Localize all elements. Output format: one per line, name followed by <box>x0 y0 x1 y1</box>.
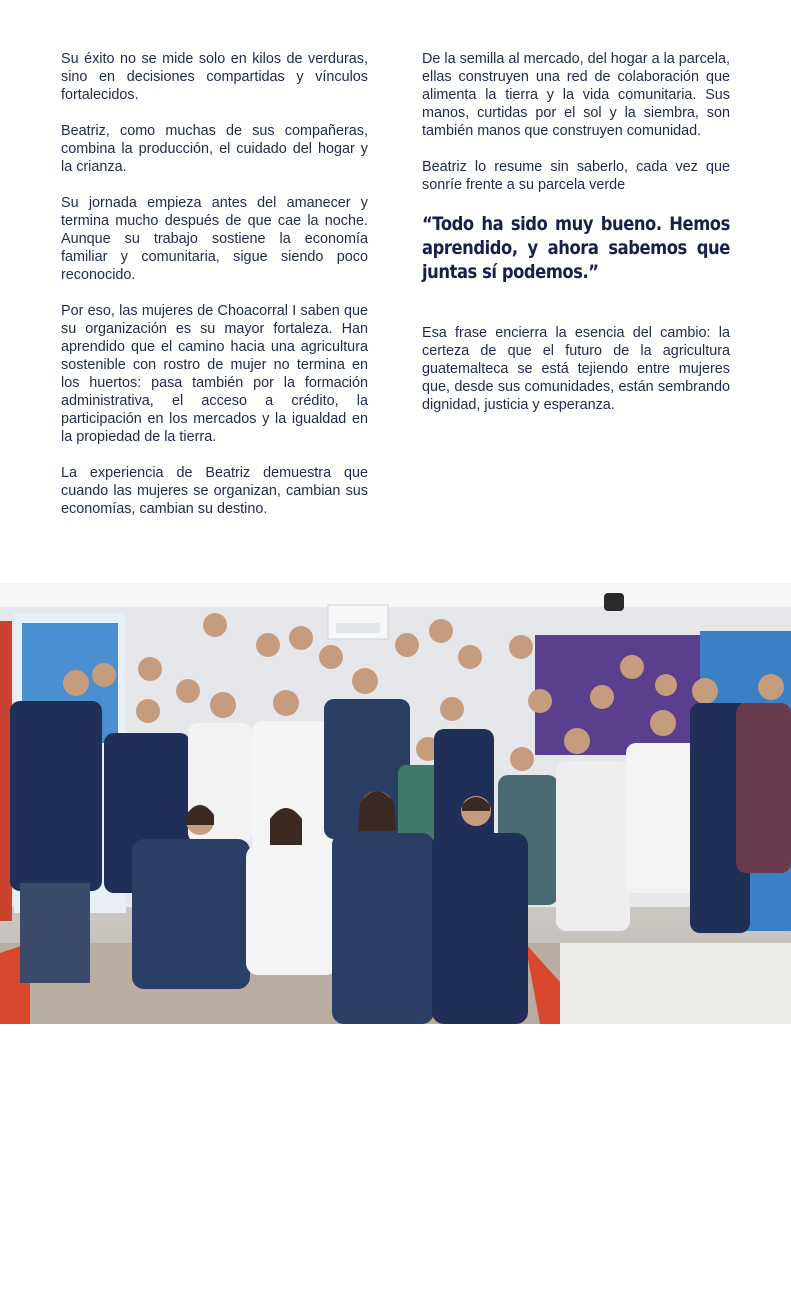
pull-quote: “Todo ha sido muy bueno. Hemos aprendido, y ahora sabemos que juntas sí podemos.” <box>422 213 730 283</box>
right-text-column <box>422 50 730 432</box>
paragraph: Beatriz lo resume sin saberlo, cada vez que sonríe frente a su parcela verde <box>422 159 730 193</box>
paragraph: De la semilla al mercado, del hogar a la parcela, ellas construyen una red de colaboración que alimenta la tierra y la vida comunitaria. Sus manos, curtidas por el sol y la siembra, son también manos que construyen comunidad. <box>422 51 730 139</box>
paragraph: Beatriz, como muchas de sus compañeras, combina la producción, el cuidado del hogar y la crianza. <box>61 123 368 175</box>
paragraph: Su jornada empieza antes del amanecer y termina mucho después de que cae la noche. Aunque su trabajo sostiene la economía familiar y comunitaria, sigue siendo poco reconocido. <box>61 195 368 283</box>
paragraph: Esa frase encierra la esencia del cambio: la certeza de que el futuro de la agricultura guatemalteca se está tejiendo entre mujeres que, desde sus comunidades, están sembrando dignidad, justicia y esperanza. <box>422 325 730 413</box>
paragraph: La experiencia de Beatriz demuestra que cuando las mujeres se organizan, cambian sus economías, cambian su destino. <box>61 465 368 517</box>
group-photo <box>0 583 791 1296</box>
paragraph: Por eso, las mujeres de Choacorral I saben que su organización es su mayor fortaleza. Han aprendido que el camino hacia una agricultura sostenible con rostro de mujer no termina en los huertos: pasa también por la formación administrativa, el acceso a crédito, la participación en los mercados y la igualdad en la propiedad de la tierra. <box>61 303 368 445</box>
paragraph: Su éxito no se mide solo en kilos de verduras, sino en decisiones compartidas y vínculos fortalecidos. <box>61 51 368 103</box>
left-text-column <box>61 50 368 536</box>
banner-text: CARE, siempre presente <box>541 1224 647 1296</box>
